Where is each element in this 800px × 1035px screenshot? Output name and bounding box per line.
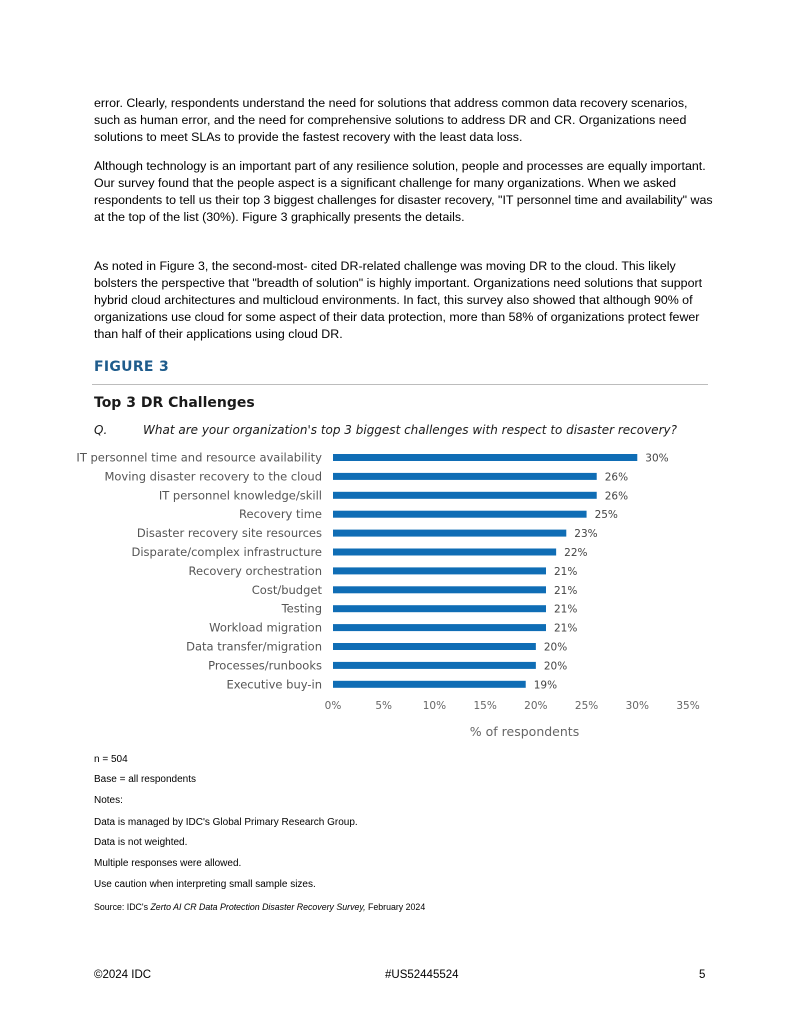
source-suffix: February 2024 xyxy=(365,902,426,912)
source-title: Zerto AI CR Data Protection Disaster Recovery Survey, xyxy=(150,902,366,912)
sample-size-note: n = 504 xyxy=(94,754,128,765)
bar xyxy=(333,624,546,631)
category-label: IT personnel time and resource availability xyxy=(76,450,322,465)
data-label: 21% xyxy=(554,622,578,635)
category-label: Disparate/complex infrastructure xyxy=(131,545,322,559)
data-label: 26% xyxy=(604,490,629,503)
data-label: 21% xyxy=(554,603,578,616)
data-label: 30% xyxy=(645,452,669,465)
bar xyxy=(333,681,526,688)
body-paragraph-2: Although technology is an important part of any resilience solution, people and processes are equally important. Our survey found that the people aspect is a significant challenge for many organizations. When we asked respondents to tell us their top 3 biggest challenges for disaster recovery, "IT personnel time and availability" was at the top of the list (30%). Figure 3 graphically presents the details. xyxy=(94,159,713,224)
data-label: 19% xyxy=(533,679,558,692)
data-label: 21% xyxy=(554,584,578,597)
bar xyxy=(333,549,556,556)
bar xyxy=(333,586,546,593)
category-label: Processes/runbooks xyxy=(208,658,322,673)
x-tick-label: 30% xyxy=(625,700,649,712)
bar-chart xyxy=(0,445,800,750)
category-label: Executive buy-in xyxy=(226,677,322,692)
footer-doc-id: #US52445524 xyxy=(385,969,459,981)
x-axis-title: % of respondents xyxy=(469,724,580,739)
x-tick-label: 15% xyxy=(473,700,497,712)
base-note: Base = all respondents xyxy=(94,774,197,785)
question-text: What are your organization's top 3 biggest challenges with respect to disaster recovery? xyxy=(143,423,677,437)
bar xyxy=(333,511,587,518)
x-tick-label: 5% xyxy=(375,700,393,712)
category-label: IT personnel knowledge/skill xyxy=(158,488,322,503)
notes-heading: Notes: xyxy=(94,795,123,806)
source-note xyxy=(94,902,425,912)
category-label: Moving disaster recovery to the cloud xyxy=(104,469,322,484)
data-label: 22% xyxy=(564,547,588,559)
bar xyxy=(333,454,637,461)
category-label: Workload migration xyxy=(209,620,322,635)
data-label: 20% xyxy=(543,660,568,673)
x-tick-label: 10% xyxy=(422,700,447,712)
body-paragraph-3: As noted in Figure 3, the second-most- cited DR-related challenge was moving DR to the cloud. This likely bolsters the perspective that "breadth of solution" is highly important. Organizations need solutions that support hybrid cloud architectures and multicloud environments. In fact, this survey also showed that although 90% of organizations use cloud for some aspect of their data protection, more than 58% of organizations protect fewer than half of their applications using cloud DR. xyxy=(94,259,703,341)
category-label: Testing xyxy=(281,601,322,616)
footer-copyright: ©2024 IDC xyxy=(94,969,152,981)
note-line-4: Use caution when interpreting small sample sizes. xyxy=(94,879,316,890)
category-label: Cost/budget xyxy=(251,582,322,597)
data-label: 25% xyxy=(594,509,618,522)
bar xyxy=(333,605,546,612)
category-label: Recovery orchestration xyxy=(188,563,322,578)
note-line-2: Data is not weighted. xyxy=(94,837,188,848)
bar xyxy=(333,473,597,480)
bar xyxy=(333,643,536,650)
data-label: 20% xyxy=(543,641,568,654)
bar xyxy=(333,662,536,669)
question-label: Q. xyxy=(94,423,108,437)
data-label: 23% xyxy=(574,528,598,541)
figure-divider xyxy=(92,384,708,385)
bar xyxy=(333,530,566,537)
category-label: Disaster recovery site resources xyxy=(136,526,322,541)
x-tick-label: 0% xyxy=(324,700,342,712)
x-tick-label: 25% xyxy=(574,700,599,712)
category-label: Recovery time xyxy=(239,507,322,522)
bar xyxy=(333,492,597,499)
data-label: 21% xyxy=(554,565,578,578)
figure-label: FIGURE 3 xyxy=(94,359,169,375)
category-label: Data transfer/migration xyxy=(186,639,322,654)
note-line-1: Data is managed by IDC's Global Primary Research Group. xyxy=(94,817,358,828)
note-line-3: Multiple responses were allowed. xyxy=(94,858,242,869)
footer-page-number: 5 xyxy=(699,969,706,981)
chart-title: Top 3 DR Challenges xyxy=(94,395,255,411)
body-paragraph-1: error. Clearly, respondents understand the need for solutions that address common data recovery scenarios, such as human error, and the need for comprehensive solutions to address DR and CR. Organizations need solutions to meet SLAs to provide the fastest recovery with the least data loss. xyxy=(94,96,688,144)
data-label: 26% xyxy=(604,471,629,484)
source-prefix: Source: IDC's xyxy=(94,902,151,912)
bar xyxy=(333,567,546,574)
x-tick-label: 35% xyxy=(676,700,700,712)
x-tick-label: 20% xyxy=(524,700,548,712)
